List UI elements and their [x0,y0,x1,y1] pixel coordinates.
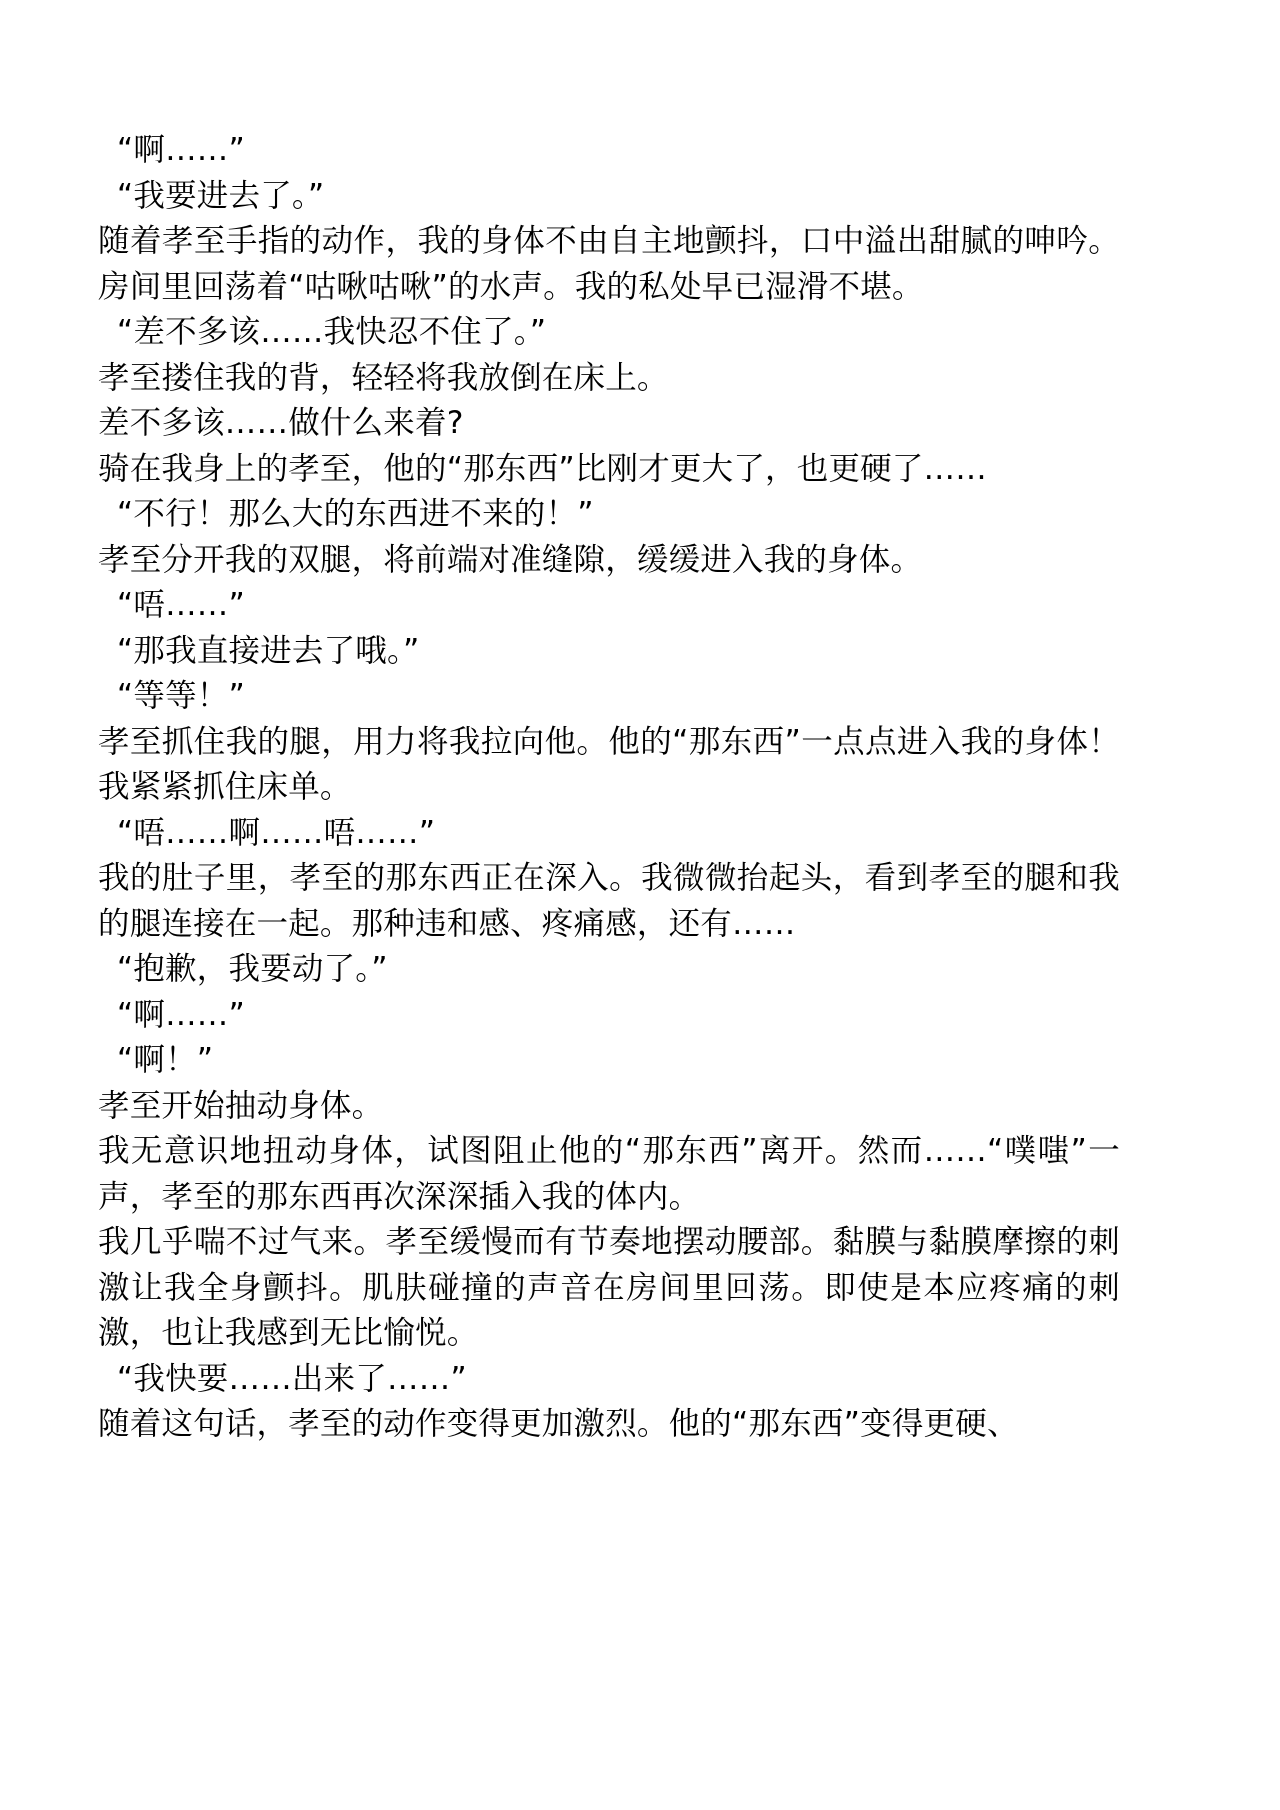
paragraph: “唔……” [116,587,246,623]
paragraph: 我无意识地扭动身体，试图阻止他的“那东西”离开。然而……“噗嗤”一声，孝至的那东西再次深深插入我的体内。 [98,1133,1120,1215]
paragraph: “那我直接进去了哦。” [116,632,420,669]
paragraph: 骑在我身上的孝至，他的“那东西”比刚才更大了，也更硬了…… [98,450,987,487]
paragraph: “差不多该……我快忍不住了。” [116,314,547,350]
paragraph: 差不多该……做什么来着? [98,405,464,441]
paragraph: 孝至开始抽动身体。 [98,1087,384,1124]
paragraph: 随着孝至手指的动作，我的身体不由自主地颤抖，口中溢出甜腻的呻吟。房间里回荡着“咕啾咕啾”的水声。我的私处早已湿滑不堪。 [98,223,1120,305]
paragraph: 孝至搂住我的背，轻轻将我放倒在床上。 [98,359,669,396]
paragraph: “啊……” [116,996,246,1033]
paragraph: “等等！” [116,678,246,714]
paragraph: “我要进去了。” [116,177,325,214]
paragraph: “我快要……出来了……” [116,1360,467,1397]
paragraph: “唔……啊……唔……” [116,814,436,851]
paragraph: 我的肚子里，孝至的那东西正在深入。我微微抬起头，看到孝至的腿和我的腿连接在一起。那种违和感、疼痛感，还有…… [98,860,1120,942]
paragraph: 孝至抓住我的腿，用力将我拉向他。他的“那东西”一点点进入我的身体！我紧紧抓住床单。 [98,723,1120,805]
paragraph: “抱歉，我要动了。” [116,951,388,987]
novel-text-body [98,128,1120,1448]
paragraph: 随着这句话，孝至的动作变得更加激烈。他的“那东西”变得更硬、 [98,1406,1019,1442]
paragraph: 孝至分开我的双腿，将前端对准缝隙，缓缓进入我的身体。 [98,541,923,578]
paragraph: 我几乎喘不过气来。孝至缓慢而有节奏地摆动腰部。黏膜与黏膜摩擦的刺激让我全身颤抖。肌肤碰撞的声音在房间里回荡。即使是本应疼痛的刺激，也让我感到无比愉悦。 [98,1224,1120,1351]
paragraph: “啊……” [116,132,246,168]
paragraph: “啊！” [116,1042,214,1078]
paragraph: “不行！那么大的东西进不来的！” [116,496,594,532]
